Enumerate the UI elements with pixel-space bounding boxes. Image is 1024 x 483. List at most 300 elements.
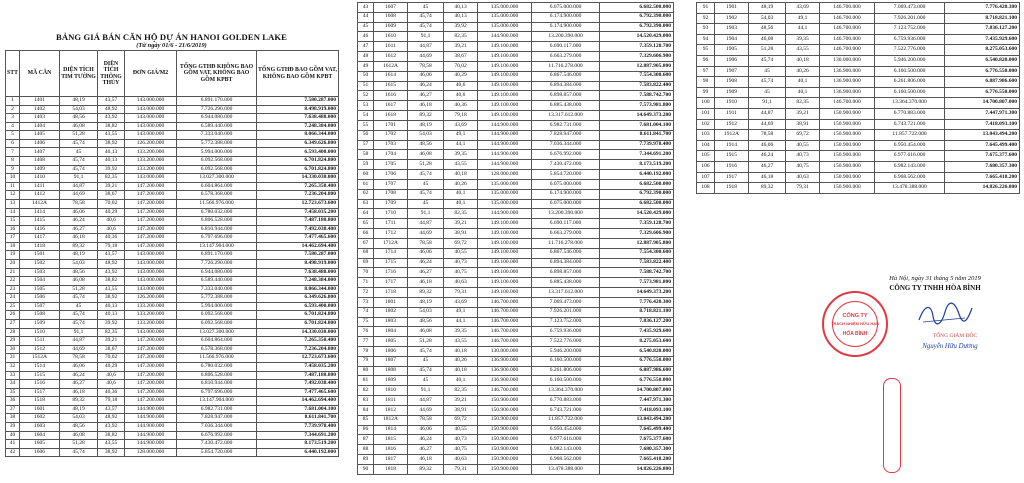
cell-stt: 47: [358, 42, 374, 52]
cell-ma-can: 1604: [20, 431, 60, 440]
cell-stt: 73: [358, 297, 374, 307]
cell-tong-gthd: 7.458.035.200: [257, 208, 339, 217]
cell-don-gia: 149.100.000: [478, 238, 532, 248]
cell-stt: 92: [697, 13, 715, 24]
table-row: [358, 32, 674, 42]
cell-tong-gthd: 12.887.905.800: [600, 61, 674, 71]
cell-stt: 74: [358, 307, 374, 317]
cell-dien-tich-tim-tuong: 48,19: [60, 405, 98, 414]
cell-tong-gthd: 6.792.390.000: [600, 22, 674, 32]
cell-stt: 32: [6, 362, 20, 371]
cell-don-gia: 135.000.000: [478, 189, 532, 199]
cell-tong-gthd: 6.701.824.800: [257, 311, 339, 320]
cell-stt: 50: [358, 71, 374, 81]
cell-ma-can: 1814: [374, 425, 408, 435]
cell-dien-tich-tim-tuong: 44,87: [408, 42, 444, 52]
table-row: [358, 150, 674, 160]
cell-dien-tich-thong-thuy: 40,63: [444, 278, 478, 288]
cell-ma-can: 1812: [374, 405, 408, 415]
cell-tong-gtgd: 6.770.883.000: [875, 108, 945, 119]
table-row: [6, 97, 339, 106]
table-row: [358, 179, 674, 189]
cell-don-gia: 143.000.000: [125, 114, 177, 123]
cell-stt: 31: [6, 354, 20, 363]
cell-ma-can: 1603: [20, 422, 60, 431]
cell-don-gia: 144.900.000: [125, 440, 177, 449]
cell-dien-tich-tim-tuong: 46,27: [60, 380, 98, 389]
cell-tong-gthd: 6.540.820.000: [945, 55, 1020, 66]
cell-don-gia: 147.200.000: [125, 208, 177, 217]
price-table-3: [696, 2, 1020, 194]
cell-dien-tich-tim-tuong: 45,74: [60, 157, 98, 166]
cell-don-gia: 143.000.000: [125, 277, 177, 286]
table-row: [358, 435, 674, 445]
cell-dien-tich-tim-tuong: 46,24: [60, 371, 98, 380]
cell-stt: 93: [697, 24, 715, 35]
cell-stt: 11: [6, 182, 20, 191]
table-row: [358, 376, 674, 386]
cell-tong-gtgd: 6.944.080.000: [177, 114, 257, 123]
cell-ma-can: 1503: [20, 268, 60, 277]
cell-don-gia: 150.900.000: [478, 405, 532, 415]
cell-tong-gthd: 8.173.519.200: [257, 440, 339, 449]
cell-tong-gthd: 6.682.500.000: [600, 179, 674, 189]
cell-tong-gthd: 7.477.465.600: [257, 234, 339, 243]
cell-tong-gthd: 6.701.824.800: [257, 165, 339, 174]
cell-ma-can: 1909: [715, 87, 749, 98]
cell-ma-can: 1507: [20, 302, 60, 311]
cell-dien-tich-tim-tuong: 46,27: [60, 225, 98, 234]
cell-tong-gtgd: 6.950.454.000: [875, 140, 945, 151]
cell-dien-tich-tim-tuong: 91,1: [749, 98, 786, 109]
cell-tong-gtgd: 6.806.528.000: [177, 217, 257, 226]
table-row: [358, 346, 674, 356]
cell-don-gia: 126.200.000: [125, 139, 177, 148]
cell-tong-gthd: 8.718.821.100: [600, 307, 674, 317]
cell-dien-tich-tim-tuong: 45: [408, 199, 444, 209]
cell-ma-can: 1816: [374, 445, 408, 455]
cell-tong-gthd: 7.492.038.400: [257, 380, 339, 389]
table-row: [358, 111, 674, 121]
cell-dien-tich-thong-thuy: 39,92: [444, 22, 478, 32]
cell-tong-gthd: 7.836.127.200: [945, 24, 1020, 35]
cell-tong-gthd: 7.836.127.200: [600, 317, 674, 327]
stamp-line-3: HÒA BÌNH: [842, 331, 868, 337]
cell-tong-gtgd: 13.317.612.000: [532, 288, 600, 298]
cell-ma-can: 1414: [20, 208, 60, 217]
cell-stt: 62: [358, 189, 374, 199]
cell-dien-tich-thong-thuy: 40,1: [444, 189, 478, 199]
cell-tong-gthd: 6.792.390.000: [600, 12, 674, 22]
table-row: [358, 425, 674, 435]
cell-stt: 66: [358, 229, 374, 239]
cell-tong-gthd: 7.329.606.900: [600, 229, 674, 239]
cell-dien-tich-tim-tuong: 54,03: [60, 414, 98, 423]
cell-dien-tich-tim-tuong: 54,03: [408, 130, 444, 140]
table-row: [6, 380, 339, 389]
cell-dien-tich-tim-tuong: 54,03: [408, 307, 444, 317]
cell-stt: 55: [358, 120, 374, 130]
table-row: [358, 288, 674, 298]
cell-dien-tich-thong-thuy: 40,6: [444, 81, 478, 91]
cell-dien-tich-tim-tuong: 44,87: [60, 182, 98, 191]
cell-don-gia: 143.000.000: [125, 174, 177, 183]
cell-dien-tich-thong-thuy: 40,1: [444, 376, 478, 386]
cell-ma-can: 1403: [20, 114, 60, 123]
cell-stt: 12: [6, 191, 20, 200]
cell-dien-tich-tim-tuong: 91,1: [60, 328, 98, 337]
cell-ma-can: 1805: [374, 337, 408, 347]
cell-tong-gtgd: 7.726.290.000: [177, 259, 257, 268]
cell-tong-gthd: 8.275.053.600: [945, 45, 1020, 56]
cell-tong-gtgd: 6.810.944.000: [177, 225, 257, 234]
table-row: [6, 422, 339, 431]
cell-tong-gtgd: 6.810.944.000: [177, 380, 257, 389]
cell-tong-gtgd: 6.075.000.000: [532, 199, 600, 209]
table-row: [358, 327, 674, 337]
cell-ma-can: 1901: [715, 3, 749, 14]
cell-dien-tich-tim-tuong: 44,69: [60, 191, 98, 200]
table-row: [358, 405, 674, 415]
cell-don-gia: 135.000.000: [478, 22, 532, 32]
cell-tong-gtgd: 6.690.117.000: [532, 42, 600, 52]
table-row: [697, 87, 1020, 98]
cell-dien-tich-thong-thuy: 40,73: [786, 151, 820, 162]
cell-stt: 2: [6, 105, 20, 114]
cell-dien-tich-tim-tuong: 46,08: [60, 431, 98, 440]
cell-stt: 83: [358, 396, 374, 406]
cell-don-gia: 147.200.000: [125, 345, 177, 354]
cell-tong-gthd: 7.447.971.300: [945, 108, 1020, 119]
cell-stt: 58: [358, 150, 374, 160]
cell-dien-tich-thong-thuy: 48,92: [98, 105, 125, 114]
cell-dien-tich-tim-tuong: 48,19: [60, 251, 98, 260]
cell-tong-gthd: 7.248.384.000: [257, 122, 339, 131]
cell-stt: 9: [6, 165, 20, 174]
cell-stt: 10: [6, 174, 20, 183]
cell-dien-tich-thong-thuy: 40,18: [786, 55, 820, 66]
table-row: [358, 3, 674, 13]
cell-stt: 21: [6, 268, 20, 277]
cell-dien-tich-thong-thuy: 40,6: [98, 380, 125, 389]
cell-stt: 46: [358, 32, 374, 42]
cell-dien-tich-thong-thuy: 40,26: [786, 66, 820, 77]
cell-ma-can: 1705: [374, 160, 408, 170]
cell-tong-gtgd: 7.430.472.000: [177, 440, 257, 449]
cell-stt: 75: [358, 317, 374, 327]
cell-tong-gtgd: 6.806.528.000: [177, 371, 257, 380]
cell-dien-tich-tim-tuong: 46,18: [408, 455, 444, 465]
cell-tong-gtgd: 13.147.904.000: [177, 397, 257, 406]
cell-tong-gtgd: 6.982.731.000: [177, 405, 257, 414]
cell-tong-gthd: 7.573.981.800: [600, 101, 674, 111]
cell-dien-tich-tim-tuong: 91,1: [408, 386, 444, 396]
table-row: [697, 13, 1020, 24]
cell-dien-tich-tim-tuong: 48,56: [60, 422, 98, 431]
cell-dien-tich-thong-thuy: 79,18: [444, 111, 478, 121]
cell-tong-gthd: 6.887.986.600: [600, 366, 674, 376]
cell-dien-tich-thong-thuy: 40,29: [444, 71, 478, 81]
cell-don-gia: 143.000.000: [125, 105, 177, 114]
cell-tong-gtgd: 6.950.454.000: [532, 425, 600, 435]
cell-don-gia: 143.000.000: [125, 259, 177, 268]
cell-tong-gthd: 7.487.180.800: [257, 371, 339, 380]
cell-stt: 42: [6, 448, 20, 457]
cell-dien-tich-tim-tuong: 45: [749, 87, 786, 98]
cell-tong-gtgd: 6.174.900.000: [532, 12, 600, 22]
table-row: [697, 183, 1020, 194]
cell-dien-tich-thong-thuy: 40,18: [444, 170, 478, 180]
cell-tong-gtgd: 6.797.696.000: [177, 234, 257, 243]
table-row: [358, 130, 674, 140]
cell-stt: 27: [6, 320, 20, 329]
cell-tong-gtgd: 6.968.562.000: [532, 455, 600, 465]
cell-dien-tich-tim-tuong: 46,27: [408, 91, 444, 101]
cell-dien-tich-thong-thuy: 39,21: [98, 337, 125, 346]
table-row: [6, 217, 339, 226]
cell-dien-tich-thong-thuy: 39,35: [444, 327, 478, 337]
cell-dien-tich-thong-thuy: 40,73: [444, 435, 478, 445]
cell-dien-tich-tim-tuong: 89,32: [60, 242, 98, 251]
cell-dien-tich-thong-thuy: 40,29: [98, 208, 125, 217]
cell-stt: 87: [358, 435, 374, 445]
cell-dien-tich-thong-thuy: 40,6: [98, 217, 125, 226]
cell-tong-gthd: 7.739.978.400: [600, 140, 674, 150]
cell-ma-can: 1915: [715, 151, 749, 162]
cell-tong-gthd: 8.066.344.000: [257, 131, 339, 140]
cell-stt: 48: [358, 52, 374, 62]
cell-dien-tich-tim-tuong: 78,58: [408, 61, 444, 71]
cell-tong-gthd: 7.359.128.700: [600, 42, 674, 52]
cell-don-gia: 144.900.000: [478, 120, 532, 130]
cell-tong-gtgd: 13.364.370.000: [875, 98, 945, 109]
cell-dien-tich-thong-thuy: 40,13: [98, 157, 125, 166]
handwritten-signature: [915, 300, 975, 328]
cell-ma-can: 1905: [715, 45, 749, 56]
cell-dien-tich-tim-tuong: 89,32: [60, 397, 98, 406]
cell-dien-tich-tim-tuong: 45,74: [60, 320, 98, 329]
cell-ma-can: 1912: [715, 119, 749, 130]
cell-dien-tich-thong-thuy: 40,6: [98, 371, 125, 380]
cell-dien-tich-thong-thuy: 40,55: [444, 248, 478, 258]
cell-tong-gtgd: 13.027.300.000: [177, 328, 257, 337]
cell-tong-gthd: 6.682.500.000: [600, 199, 674, 209]
cell-dien-tich-tim-tuong: 45,74: [408, 366, 444, 376]
cell-dien-tich-tim-tuong: 45,74: [408, 189, 444, 199]
cell-don-gia: 147.200.000: [125, 225, 177, 234]
table-row: [6, 440, 339, 449]
cell-don-gia: 135.000.000: [478, 199, 532, 209]
cell-dien-tich-tim-tuong: 54,03: [60, 259, 98, 268]
cell-tong-gtgd: 6.604.864.000: [177, 182, 257, 191]
table-row: [358, 297, 674, 307]
cell-don-gia: 150.900.000: [820, 140, 875, 151]
cell-tong-gthd: 7.458.035.200: [257, 362, 339, 371]
cell-dien-tich-tim-tuong: 89,32: [408, 464, 444, 474]
table-row: [358, 415, 674, 425]
cell-ma-can: 1501: [20, 251, 60, 260]
header-don-gia: ĐƠN GIÁ/M2: [125, 51, 177, 97]
cell-tong-gtgd: 6.160.500.000: [532, 356, 600, 366]
signature-date-line: Hà Nội, ngày 31 tháng 5 năm 2019: [889, 275, 981, 282]
cell-ma-can: 1718: [374, 288, 408, 298]
cell-dien-tich-tim-tuong: 46,08: [749, 34, 786, 45]
table-row: [697, 24, 1020, 35]
table-row: [697, 130, 1020, 141]
table-row: [358, 238, 674, 248]
cell-dien-tich-thong-thuy: 39,21: [444, 396, 478, 406]
cell-don-gia: 147.200.000: [125, 371, 177, 380]
cell-dien-tich-thong-thuy: 40,1: [786, 77, 820, 88]
cell-dien-tich-thong-thuy: 39,21: [98, 182, 125, 191]
cell-dien-tich-tim-tuong: 45,74: [408, 170, 444, 180]
cell-stt: 34: [6, 380, 20, 389]
cell-dien-tich-thong-thuy: 40,13: [98, 148, 125, 157]
cell-ma-can: 1706: [374, 170, 408, 180]
table-row: [6, 405, 339, 414]
table-row: [358, 61, 674, 71]
cell-stt: 4: [6, 122, 20, 131]
cell-stt: 7: [6, 148, 20, 157]
table-row: [6, 251, 339, 260]
cell-tong-gtgd: 6.982.143.000: [875, 161, 945, 172]
cell-don-gia: 143.000.000: [125, 328, 177, 337]
cell-dien-tich-tim-tuong: 48,56: [60, 114, 98, 123]
table-row: [358, 337, 674, 347]
price-table-2: [357, 2, 674, 475]
cell-dien-tich-thong-thuy: 38,91: [444, 405, 478, 415]
cell-don-gia: 150.900.000: [820, 183, 875, 194]
cell-ma-can: 1418: [20, 242, 60, 251]
cell-ma-can: 1602: [20, 414, 60, 423]
cell-dien-tich-tim-tuong: 54,03: [60, 105, 98, 114]
cell-tong-gthd: 7.681.004.100: [257, 405, 339, 414]
cell-ma-can: 1512A: [20, 354, 60, 363]
cell-stt: 38: [6, 414, 20, 423]
cell-stt: 95: [697, 45, 715, 56]
cell-ma-can: 1601: [20, 405, 60, 414]
cell-dien-tich-tim-tuong: 45,74: [408, 346, 444, 356]
cell-stt: 97: [697, 66, 715, 77]
cell-tong-gtgd: 7.036.344.000: [177, 422, 257, 431]
cell-ma-can: 1402: [20, 105, 60, 114]
cell-don-gia: 146.700.000: [478, 307, 532, 317]
cell-dien-tich-tim-tuong: 44,69: [60, 345, 98, 354]
cell-dien-tich-thong-thuy: 79,18: [98, 397, 125, 406]
cell-tong-gtgd: 6.676.992.000: [177, 431, 257, 440]
cell-dien-tich-thong-thuy: 43,69: [786, 3, 820, 14]
cell-ma-can: 1511: [20, 337, 60, 346]
table-row: [6, 388, 339, 397]
cell-ma-can: 1709: [374, 199, 408, 209]
cell-stt: 60: [358, 170, 374, 180]
cell-dien-tich-tim-tuong: 45: [408, 3, 444, 13]
cell-don-gia: 143.000.000: [125, 97, 177, 106]
cell-tong-gthd: 6.887.986.600: [945, 77, 1020, 88]
cell-ma-can: 1808: [374, 366, 408, 376]
cell-dien-tich-thong-thuy: 69,72: [444, 415, 478, 425]
cell-don-gia: 150.900.000: [478, 396, 532, 406]
table-row: [358, 396, 674, 406]
cell-ma-can: 1902: [715, 13, 749, 24]
table-row: [697, 77, 1020, 88]
cell-dien-tich-thong-thuy: 79,18: [98, 242, 125, 251]
cell-tong-gtgd: 7.123.752.000: [532, 317, 600, 327]
cell-tong-gtgd: 6.160.500.000: [875, 66, 945, 77]
cell-dien-tich-thong-thuy: 38,82: [98, 277, 125, 286]
cell-dien-tich-tim-tuong: 45,74: [749, 77, 786, 88]
table-row: [6, 328, 339, 337]
cell-don-gia: 143.000.000: [125, 131, 177, 140]
cell-ma-can: 1614: [374, 71, 408, 81]
table-row: [358, 199, 674, 209]
cell-tong-gthd: 6.792.390.000: [600, 189, 674, 199]
cell-dien-tich-thong-thuy: 40,75: [444, 445, 478, 455]
cell-dien-tich-thong-thuy: 79,31: [444, 288, 478, 298]
cell-don-gia: 130.000.000: [820, 55, 875, 66]
cell-stt: 54: [358, 111, 374, 121]
cell-tong-gthd: 14.649.373.200: [600, 288, 674, 298]
cell-stt: 94: [697, 34, 715, 45]
cell-tong-gthd: 7.418.093.100: [600, 405, 674, 415]
cell-dien-tich-thong-thuy: 38,67: [98, 345, 125, 354]
cell-dien-tich-tim-tuong: 45,74: [408, 22, 444, 32]
table-row: [6, 371, 339, 380]
cell-dien-tich-thong-thuy: 38,91: [444, 229, 478, 239]
table-row: [358, 209, 674, 219]
cell-ma-can: 1801: [374, 297, 408, 307]
cell-tong-gtgd: 6.743.721.000: [532, 405, 600, 415]
cell-tong-gthd: 8.066.344.000: [257, 285, 339, 294]
table-row: [6, 199, 339, 208]
cell-dien-tich-tim-tuong: 91,1: [60, 174, 98, 183]
cell-stt: 56: [358, 130, 374, 140]
cell-don-gia: 135.000.000: [478, 179, 532, 189]
cell-ma-can: 1509: [20, 320, 60, 329]
cell-ma-can: 1918: [715, 183, 749, 194]
cell-dien-tich-tim-tuong: 46,27: [408, 268, 444, 278]
cell-dien-tich-thong-thuy: 40,36: [98, 388, 125, 397]
cell-stt: 45: [358, 22, 374, 32]
cell-dien-tich-tim-tuong: 78,58: [749, 130, 786, 141]
cell-dien-tich-tim-tuong: 45,74: [408, 12, 444, 22]
cell-stt: 107: [697, 172, 715, 183]
cell-stt: 24: [6, 294, 20, 303]
cell-stt: 6: [6, 139, 20, 148]
cell-don-gia: 149.100.000: [478, 248, 532, 258]
cell-dien-tich-tim-tuong: 48,56: [60, 268, 98, 277]
cell-ma-can: 1710: [374, 209, 408, 219]
cell-dien-tich-tim-tuong: 46,08: [408, 150, 444, 160]
cell-tong-gthd: 12.723.673.600: [257, 354, 339, 363]
price-table-1: [5, 50, 339, 457]
cell-stt: 57: [358, 140, 374, 150]
cell-don-gia: 136.900.000: [478, 356, 532, 366]
cell-stt: 67: [358, 238, 374, 248]
cell-ma-can: 1416: [20, 225, 60, 234]
cell-dien-tich-tim-tuong: 46,24: [408, 258, 444, 268]
cell-tong-gtgd: 6.894.384.000: [532, 258, 600, 268]
cell-dien-tich-thong-thuy: 69,72: [444, 238, 478, 248]
cell-tong-gthd: 6.776.550.000: [600, 356, 674, 366]
cell-stt: 39: [6, 422, 20, 431]
cell-dien-tich-tim-tuong: 46,06: [60, 362, 98, 371]
cell-tong-gthd: 7.680.357.300: [945, 161, 1020, 172]
cell-tong-gthd: 6.349.626.800: [257, 139, 339, 148]
table-row: [358, 52, 674, 62]
cell-stt: 63: [358, 199, 374, 209]
table-row: [6, 148, 339, 157]
